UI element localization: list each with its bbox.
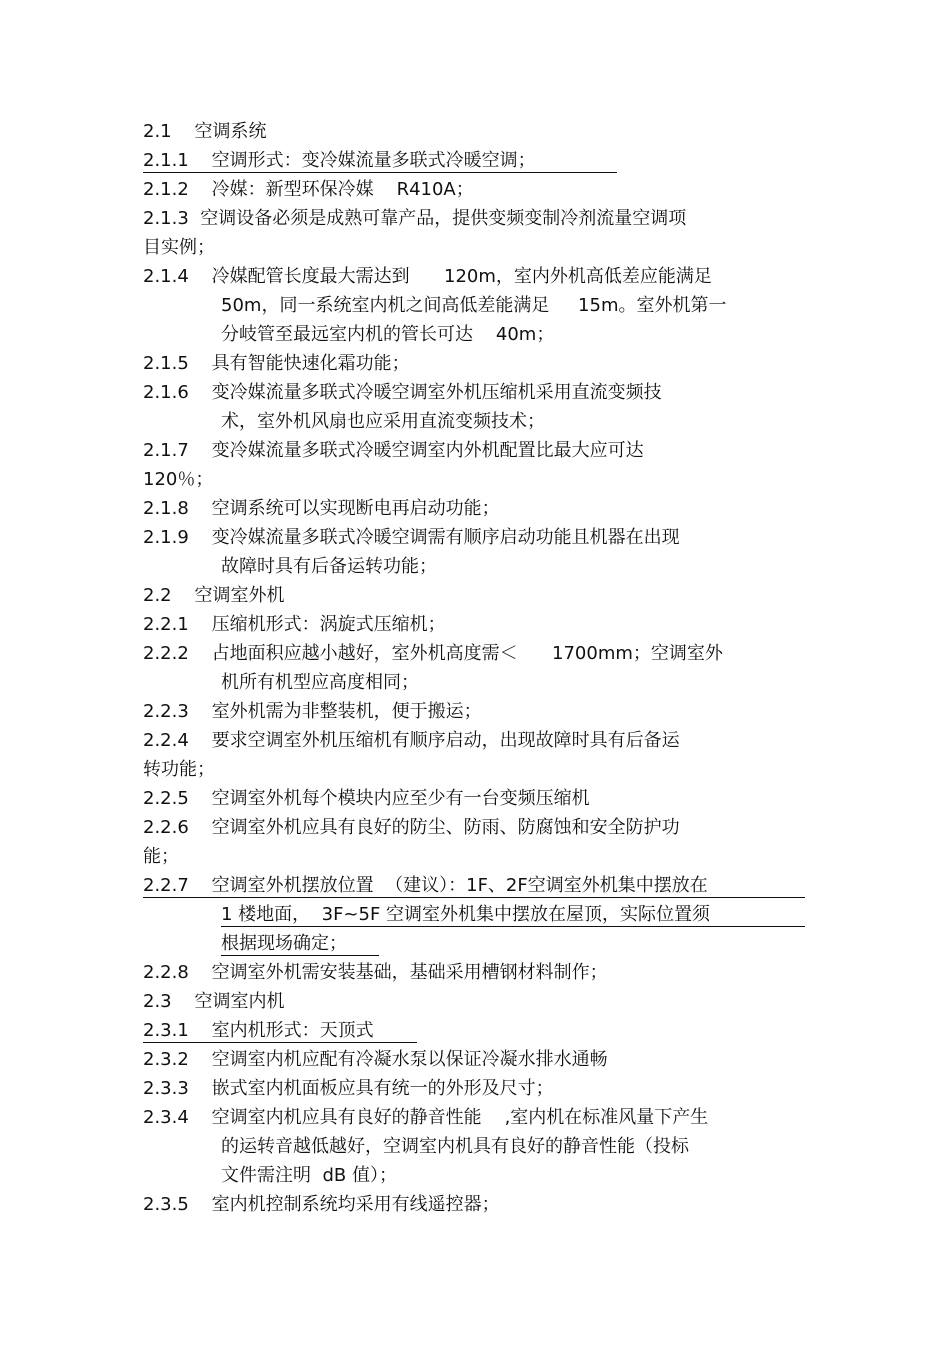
clause-2-1-5: 2.1.5 具有智能快速化霜功能； (143, 353, 410, 374)
clause-2-3-4-cont-2: 文件需注明 dB 值）； (221, 1165, 397, 1186)
clause-2-1-2: 2.1.2 冷媒：新型环保冷媒 R410A； (143, 179, 474, 200)
clause-2-2-1: 2.2.1 压缩机形式：涡旋式压缩机； (143, 614, 446, 635)
clause-2-3-2: 2.3.2 空调室内机应配有冷凝水泵以保证冷凝水排水通畅 (143, 1049, 608, 1070)
clause-2-2-4: 2.2.4 要求空调室外机压缩机有顺序启动，出现故障时具有后备运 (143, 730, 680, 751)
clause-2-1-4-cont-2: 分岐管至最远室内机的管长可达 40m； (221, 324, 555, 345)
clause-2-1-7: 2.1.7 变冷媒流量多联式冷暖空调室内外机配置比最大应可达 (143, 440, 644, 461)
clause-2-1-1: 2.1.1 空调形式：变冷媒流量多联式冷暖空调； (143, 150, 536, 171)
underline-rule (143, 897, 805, 898)
clause-2-2-6: 2.2.6 空调室外机应具有良好的防尘、防雨、防腐蚀和安全防护功 (143, 817, 680, 838)
clause-2-3-4: 2.3.4 空调室内机应具有良好的静音性能 ,室内机在标准风量下产生 (143, 1107, 709, 1128)
underline-rule (221, 955, 379, 956)
clause-2-2-8: 2.2.8 空调室外机需安装基础，基础采用槽钢材料制作； (143, 962, 608, 983)
heading-2-3: 2.3 空调室内机 (143, 991, 285, 1012)
clause-2-2-3: 2.2.3 室外机需为非整装机，便于搬运； (143, 701, 482, 722)
clause-2-2-7: 2.2.7 空调室外机摆放位置 （建议）：1F、2F空调室外机集中摆放在 (143, 875, 708, 896)
clause-2-3-1: 2.3.1 室内机形式：天顶式 (143, 1020, 374, 1041)
clause-2-1-9: 2.1.9 变冷媒流量多联式冷暖空调需有顺序启动功能且机器在出现 (143, 527, 680, 548)
underline-rule (221, 926, 805, 927)
underline-rule (143, 1042, 417, 1043)
clause-2-2-7-cont-1: 1 楼地面， 3F~5F 空调室外机集中摆放在屋顶，实际位置须 (221, 904, 711, 925)
clause-2-1-8: 2.1.8 空调系统可以实现断电再启动功能； (143, 498, 500, 519)
clause-2-1-7-cont: 120％； (143, 469, 214, 490)
underline-rule (143, 172, 617, 173)
clause-2-2-2: 2.2.2 占地面积应越小越好，室外机高度需＜ 1700mm；空调室外 (143, 643, 723, 664)
clause-2-2-2-cont: 机所有机型应高度相同； (221, 672, 419, 693)
heading-2-1: 2.1 空调系统 (143, 121, 267, 142)
clause-2-1-9-cont: 故障时具有后备运转功能； (221, 556, 437, 577)
clause-2-2-6-cont: 能； (143, 846, 179, 867)
clause-2-2-4-cont: 转功能； (143, 759, 215, 780)
clause-2-1-3-cont: 目实例； (143, 237, 215, 258)
clause-2-1-4: 2.1.4 冷媒配管长度最大需达到 120m，室内外机高低差应能满足 (143, 266, 712, 287)
clause-2-1-3: 2.1.3 空调设备必须是成熟可靠产品，提供变频变制冷剂流量空调项 (143, 208, 687, 229)
clause-2-1-4-cont-1: 50m，同一系统室内机之间高低差能满足 15m。室外机第一 (221, 295, 727, 316)
heading-2-2: 2.2 空调室外机 (143, 585, 285, 606)
clause-2-3-4-cont-1: 的运转音越低越好，空调室内机具有良好的静音性能（投标 (221, 1136, 689, 1157)
clause-2-3-3: 2.3.3 嵌式室内机面板应具有统一的外形及尺寸； (143, 1078, 554, 1099)
clause-2-2-7-cont-2: 根据现场确定； (221, 933, 347, 954)
clause-2-2-5: 2.2.5 空调室外机每个模块内应至少有一台变频压缩机 (143, 788, 590, 809)
clause-2-1-6: 2.1.6 变冷媒流量多联式冷暖空调室外机压缩机采用直流变频技 (143, 382, 662, 403)
clause-2-1-6-cont: 术，室外机风扇也应采用直流变频技术； (221, 411, 545, 432)
clause-2-3-5: 2.3.5 室内机控制系统均采用有线遥控器； (143, 1194, 500, 1215)
